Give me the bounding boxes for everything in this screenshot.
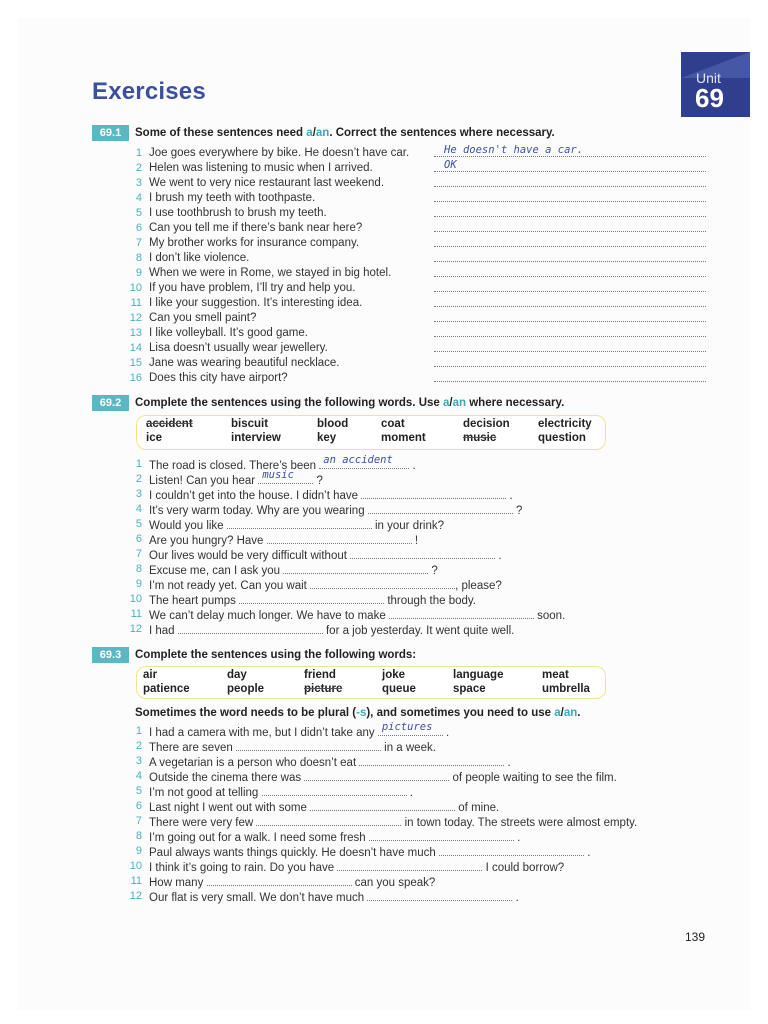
word-box-69-2 [136,415,606,450]
blank-field[interactable] [227,517,372,529]
item-sentence: The heart pumps through the body. [149,592,476,609]
item-sentence: Lisa doesn’t usually wear jewellery. [149,342,328,354]
item-sentence: I don’t like violence. [149,252,250,264]
word-option: music [463,432,497,444]
item-number: 10 [129,860,142,872]
item-sentence: I had a camera with me, but I didn’t take any pictures . [149,721,450,739]
item-number: 14 [129,342,142,354]
item-sentence: Can you smell paint? [149,312,257,324]
item-number: 8 [135,830,142,842]
blank-field[interactable] [389,607,534,619]
answer-field[interactable] [434,235,706,247]
item-sentence: The road is closed. There’s been an accident . [149,454,416,472]
item-sentence: I’m not good at telling . [149,784,413,801]
exercise-instruction: Some of these sentences need a/an. Correct the sentences where necessary. [135,127,555,139]
exercise-badge: 69.2 [92,395,129,411]
item-number: 2 [135,162,142,174]
answer-field[interactable] [434,295,706,307]
word-option: queue [382,683,416,695]
blank-field[interactable] [178,622,323,634]
word-option: day [227,669,247,681]
blank-field[interactable] [359,754,504,766]
item-sentence: Last night I went out with some of mine. [149,799,499,816]
item-sentence: If you have problem, I’ll try and help you. [149,282,356,294]
item-sentence: I brush my teeth with toothpaste. [149,192,316,204]
item-sentence: There are seven in a week. [149,739,436,756]
item-sentence: My brother works for insurance company. [149,237,360,249]
blank-field[interactable] [236,739,381,751]
item-sentence: Joe goes everywhere by bike. He doesn’t have car. [149,147,410,159]
item-sentence: Does this city have airport? [149,372,288,384]
item-sentence: We went to very nice restaurant last weekend. [149,177,385,189]
item-number: 11 [130,608,142,620]
item-sentence: Listen! Can you hear music ? [149,469,323,487]
item-number: 11 [130,297,142,309]
item-number: 1 [135,725,142,737]
blank-field[interactable] [337,859,482,871]
exercise-badge: 69.3 [92,647,129,663]
word-box-69-3 [136,666,606,699]
item-number: 6 [135,800,142,812]
answer-field[interactable] [434,205,706,217]
page-number: 139 [685,930,706,944]
word-option: air [143,669,158,681]
answer-field[interactable] [434,175,706,187]
item-sentence: Our flat is very small. We don’t have much . [149,889,519,906]
word-option: coat [381,418,405,430]
item-number: 2 [135,473,142,485]
sub-instruction: Sometimes the word needs to be plural (-s), and sometimes you need to use a/an. [135,707,581,719]
word-option: question [538,432,586,444]
item-sentence: A vegetarian is a person who doesn’t eat . [149,754,511,771]
answer-field[interactable] [434,160,706,172]
word-option: friend [304,669,336,681]
word-option: blood [317,418,349,430]
item-number: 7 [135,815,142,827]
item-number: 3 [135,177,142,189]
item-sentence: Paul always wants things quickly. He doesn’t have much . [149,844,590,861]
item-number: 3 [135,755,142,767]
word-option: key [317,432,337,444]
answer-field[interactable] [434,145,706,157]
blank-field[interactable] [310,799,455,811]
answer-field[interactable] [434,370,706,382]
blank-field[interactable] [369,829,514,841]
item-sentence: I had for a job yesterday. It went quite well. [149,622,514,639]
item-sentence: We can’t delay much longer. We have to make soon. [149,607,565,624]
word-option: space [453,683,486,695]
blank-field[interactable] [304,769,449,781]
item-number: 9 [135,845,142,857]
item-sentence: How many can you speak? [149,874,435,891]
blank-field[interactable] [378,721,443,736]
item-sentence: I like your suggestion. It’s interesting idea. [149,297,363,309]
item-sentence: I couldn’t get into the house. I didn’t have . [149,487,513,504]
word-option: decision [463,418,510,430]
item-sentence: I use toothbrush to brush my teeth. [149,207,327,219]
item-number: 15 [129,357,142,369]
answer-field[interactable] [434,250,706,262]
word-option: umbrella [542,683,590,695]
item-number: 1 [135,147,142,159]
blank-field[interactable] [258,469,313,484]
answer-field[interactable] [434,220,706,232]
answer-field[interactable] [434,190,706,202]
blank-field[interactable] [267,532,412,544]
item-sentence: I’m not ready yet. Can you wait , please? [149,577,502,594]
handwritten-answer: an accident [323,454,393,466]
item-sentence: Helen was listening to music when I arrived. [149,162,373,174]
item-number: 6 [135,533,142,545]
blank-field[interactable] [319,454,409,469]
item-sentence: When we were in Rome, we stayed in big hotel. [149,267,392,279]
item-number: 9 [135,578,142,590]
item-number: 5 [135,207,142,219]
item-number: 4 [135,192,142,204]
item-number: 11 [130,875,142,887]
item-sentence: Would you like in your drink? [149,517,444,534]
unit-label: Unit [696,70,721,86]
handwritten-answer: OK [444,159,457,171]
item-number: 2 [135,740,142,752]
item-number: 4 [135,770,142,782]
item-number: 12 [129,623,142,635]
handwritten-answer: pictures [381,721,433,733]
blank-field[interactable] [262,784,407,796]
handwritten-answer: He doesn't have a car. [444,144,584,156]
unit-number: 69 [695,83,724,113]
word-option: picture [304,683,343,695]
item-sentence: Excuse me, can I ask you ? [149,562,438,579]
unit-tab [681,52,750,117]
word-option: ice [146,432,162,444]
word-option: electricity [538,418,592,430]
exercise-instruction: Complete the sentences using the following words: [135,649,417,661]
item-number: 5 [135,518,142,530]
answer-field[interactable] [434,340,706,352]
answer-field[interactable] [434,265,706,277]
item-sentence: Outside the cinema there was of people waiting to see the film. [149,769,617,786]
item-sentence: Are you hungry? Have ! [149,532,418,549]
item-number: 3 [135,488,142,500]
word-option: accident [146,418,193,430]
exercise-badge: 69.1 [92,125,129,141]
item-sentence: I think it’s going to rain. Do you have I could borrow? [149,859,564,876]
blank-field[interactable] [256,814,401,826]
word-option: meat [542,669,569,681]
item-number: 7 [135,548,142,560]
item-sentence: It’s very warm today. Why are you wearing ? [149,502,522,519]
item-sentence: I like volleyball. It’s good game. [149,327,308,339]
item-number: 16 [129,372,142,384]
blank-field[interactable] [350,547,495,559]
item-number: 5 [135,785,142,797]
handwritten-answer: music [262,469,294,481]
word-option: interview [231,432,281,444]
item-sentence: Our lives would be very difficult without . [149,547,502,564]
answer-field[interactable] [434,280,706,292]
item-number: 7 [135,237,142,249]
word-option: patience [143,683,190,695]
item-number: 13 [129,327,142,339]
item-number: 4 [135,503,142,515]
item-number: 9 [135,267,142,279]
item-sentence: There were very few in town today. The streets were almost empty. [149,814,637,831]
blank-field[interactable] [283,562,428,574]
page-title: Exercises [92,78,206,105]
answer-field[interactable] [434,310,706,322]
blank-field[interactable] [207,874,352,886]
item-number: 1 [135,458,142,470]
answer-field[interactable] [434,325,706,337]
item-sentence: Can you tell me if there’s bank near here? [149,222,363,234]
word-option: joke [382,669,406,681]
item-number: 8 [135,252,142,264]
word-option: people [227,683,265,695]
item-number: 12 [129,890,142,902]
item-number: 10 [129,593,142,605]
item-sentence: I’m going out for a walk. I need some fresh . [149,829,520,846]
blank-field[interactable] [239,592,384,604]
word-option: biscuit [231,418,269,430]
blank-field[interactable] [368,502,513,514]
item-number: 6 [135,222,142,234]
item-sentence: Jane was wearing beautiful necklace. [149,357,340,369]
blank-field[interactable] [310,577,455,589]
blank-field[interactable] [367,889,512,901]
word-option: moment [381,432,426,444]
exercise-instruction: Complete the sentences using the following words. Use a/an where necessary. [135,397,565,409]
item-number: 8 [135,563,142,575]
item-number: 10 [129,282,142,294]
blank-field[interactable] [361,487,506,499]
word-option: language [453,669,504,681]
blank-field[interactable] [439,844,584,856]
item-number: 12 [129,312,142,324]
answer-field[interactable] [434,355,706,367]
